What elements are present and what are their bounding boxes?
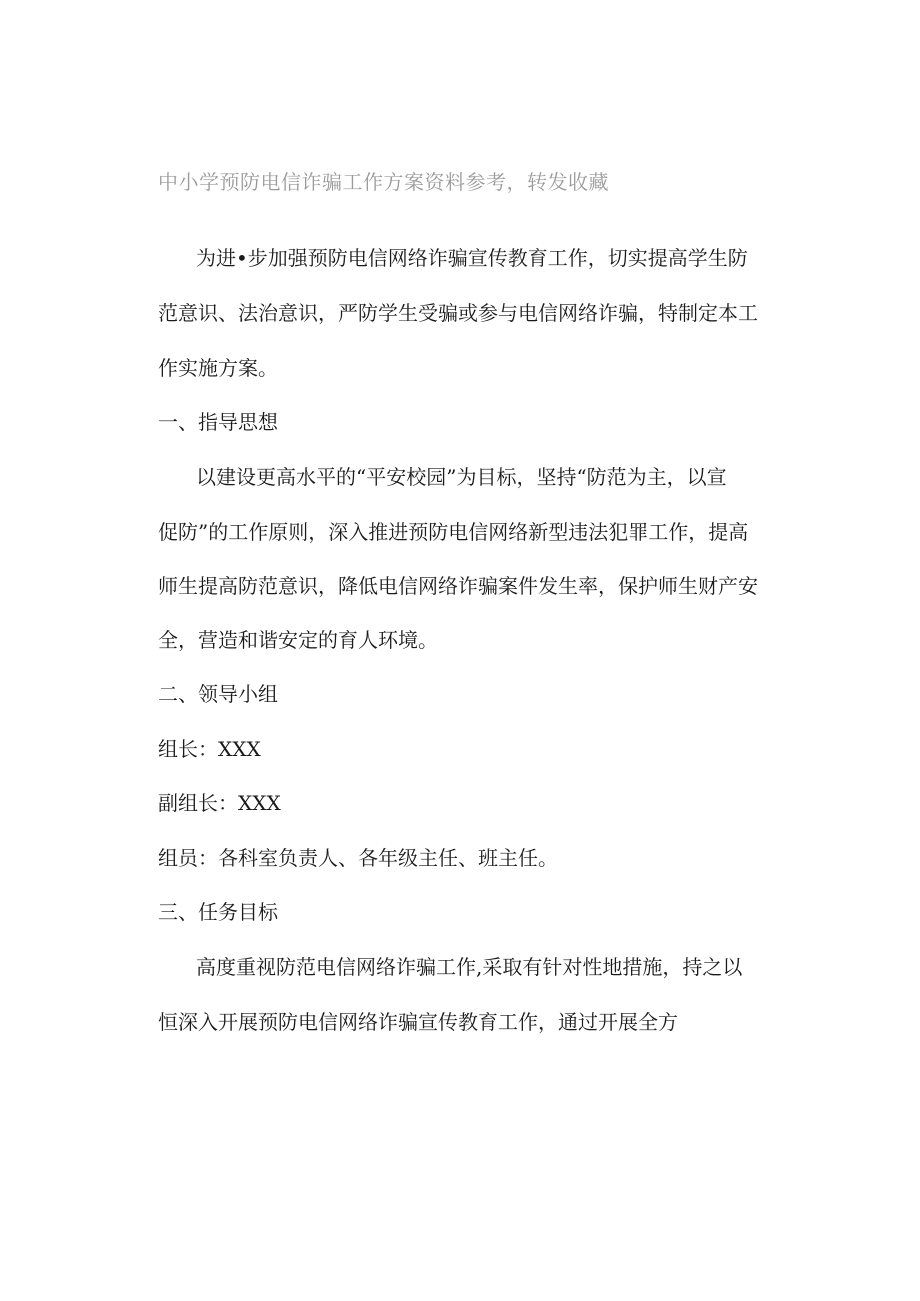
section-heading-3: 三、任务目标 xyxy=(158,900,278,924)
section-heading-2: 二、领导小组 xyxy=(158,682,278,706)
paragraph-2-line-1: 以建设更高水平的“平安校园”为目标，坚持“防范为主，以宣 xyxy=(196,465,727,489)
section-heading-1: 一、指导思想 xyxy=(158,410,278,434)
paragraph-2-line-4: 全，营造和谐安定的育人环境。 xyxy=(158,628,438,652)
team-members-line: 组员：各科室负责人、各年级主任、班主任。 xyxy=(158,846,558,870)
team-leader-line: 组长：XXX xyxy=(158,737,261,761)
paragraph-3-line-2: 恒深入开展预防电信网络诈骗宣传教育工作，通过开展全方 xyxy=(158,1010,678,1034)
paragraph-1-line-3: 作实施方案。 xyxy=(158,356,278,380)
document-title: 中小学预防电信诈骗工作方案资料参考，转发收藏 xyxy=(158,170,609,194)
paragraph-1-line-2: 范意识、法治意识，严防学生受骗或参与电信网络诈骗，特制定本工 xyxy=(158,301,758,325)
deputy-leader-line: 副组长：XXX xyxy=(158,791,281,815)
paragraph-2-line-2: 促防”的工作原则，深入推进预防电信网络新型违法犯罪工作，提高 xyxy=(158,520,749,544)
paragraph-1-line-1: 为进•步加强预防电信网络诈骗宣传教育工作，切实提高学生防 xyxy=(196,246,748,270)
paragraph-2-line-3: 师生提高防范意识，降低电信网络诈骗案件发生率，保护师生财产安 xyxy=(158,574,758,598)
paragraph-3-line-1: 高度重视防范电信网络诈骗工作,采取有针对性地措施，持之以 xyxy=(196,955,743,979)
